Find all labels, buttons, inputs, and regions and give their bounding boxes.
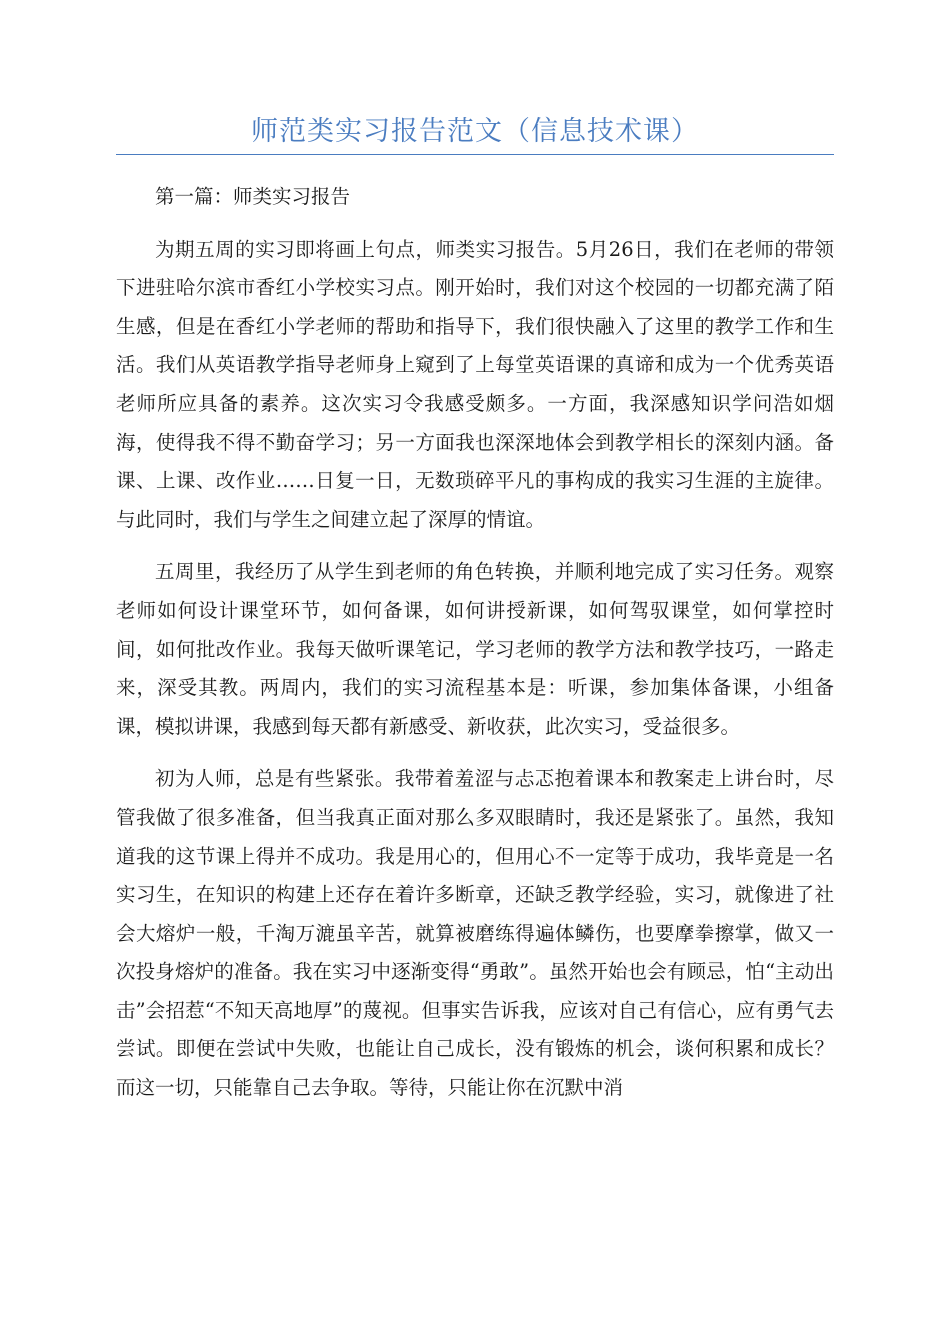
paragraph-3: 初为人师，总是有些紧张。我带着羞涩与忐忑抱着课本和教案走上讲台时，尽管我做了很多准备，但当我真正面对那么多双眼睛时，我还是紧张了。虽然，我知道我的这节课上得并不成功。我是用心的，但用心不一定等于成功，我毕竟是一名实习生，在知识的构建上还存在着许多断章，还缺乏教学经验，实习，就像进了社会大熔炉一般，千淘万漉虽辛苦，就算被磨练得遍体鳞伤，也要摩拳擦掌，做又一次投身熔炉的准备。我在实习中逐渐变得“勇敢”。虽然开始也会有顾忌，怕“主动出击”会招惹“不知天高地厚”的蔑视。但事实告诉我，应该对自己有信心，应有勇气去尝试。即便在尝试中失败，也能让自己成长，没有锻炼的机会，谈何积累和成长？而这一切，只能靠自己去争取。等待，只能让你在沉默中消 — [116, 767, 834, 1100]
section-heading: 第一篇：师类实习报告 — [155, 185, 351, 208]
page-title: 师范类实习报告范文（信息技术课） — [251, 116, 699, 147]
document-body — [116, 178, 834, 1122]
paragraph-2: 五周里，我经历了从学生到老师的角色转换，并顺利地完成了实习任务。观察老师如何设计课堂环节，如何备课，如何讲授新课，如何驾驭课堂，如何掌控时间，如何批改作业。我每天做听课笔记，学习老师的教学方法和教学技巧，一路走来，深受其教。两周内，我们的实习流程基本是：听课，参加集体备课，小组备课，模拟讲课，我感到每天都有新感受、新收获，此次实习，受益很多。 — [116, 560, 834, 738]
paragraph-1: 为期五周的实习即将画上句点，师类实习报告。5月26日，我们在老师的带领下进驻哈尔滨市香红小学校实习点。刚开始时，我们对这个校园的一切都充满了陌生感，但是在香红小学老师的帮助和指导下，我们很快融入了这里的教学工作和生活。我们从英语教学指导老师身上窥到了上每堂英语课的真谛和成为一个优秀英语老师所应具备的素养。这次实习令我感受颇多。一方面，我深感知识学问浩如烟海，使得我不得不勤奋学习；另一方面我也深深地体会到教学相长的深刻内涵。备课、上课、改作业……日复一日，无数琐碎平凡的事构成的我实习生涯的主旋律。与此同时，我们与学生之间建立起了深厚的情谊。 — [116, 237, 834, 531]
title-underline — [116, 154, 834, 155]
